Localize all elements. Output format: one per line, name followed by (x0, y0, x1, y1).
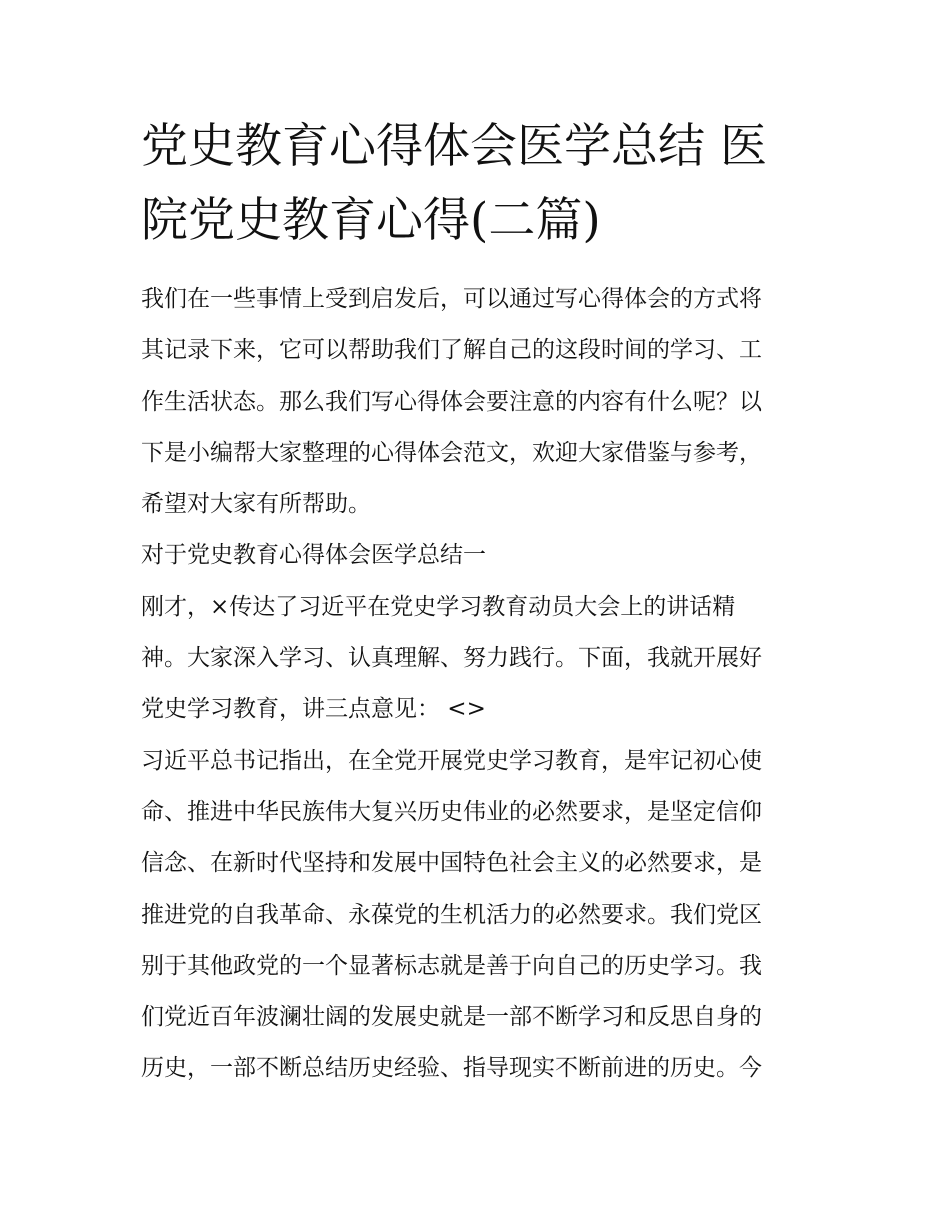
text-line: 别于其他政党的一个显著标志就是善于向自己的历史学习。我 (141, 952, 762, 979)
intro-paragraph (141, 274, 813, 530)
text-line: 对于党史教育心得体会医学总结一 (141, 542, 486, 569)
text-line: 我们在一些事情上受到启发后，可以通过写心得体会的方式将 (141, 286, 762, 312)
text-line: 希望对大家有所帮助。 (141, 491, 371, 518)
section-heading (141, 530, 813, 581)
document-title (141, 110, 813, 258)
text-line: 下是小编帮大家整理的心得体会范文，欢迎大家借鉴与参考， (141, 439, 762, 466)
text-line: 习近平总书记指出，在全党开展党史学习教育，是牢记初心使 (141, 747, 762, 774)
text-line: 信念、在新时代坚持和发展中国特色社会主义的必然要求，是 (141, 850, 762, 877)
body-paragraph (141, 736, 813, 1095)
text-line: 推进党的自我革命、永葆党的生机活力的必然要求。我们党区 (141, 901, 762, 928)
text-line: 作生活状态。那么我们写心得体会要注意的内容有什么呢？以 (141, 388, 762, 415)
text-line: 刚才，×传达了习近平在党史学习教育动员大会上的讲话精 (141, 593, 736, 620)
title-line: 党史教育心得体会医学总结 医 (141, 119, 767, 174)
text-line: 命、推进中华民族伟大复兴历史伟业的必然要求，是坚定信仰 (141, 798, 762, 825)
text-line: 神。大家深入学习、认真理解、努力践行。下面，我就开展好 (141, 645, 762, 672)
speech-opening-paragraph (141, 582, 813, 736)
title-line: 院党史教育心得(二篇) (141, 193, 601, 248)
text-line: 党史学习教育，讲三点意见： <> (141, 696, 486, 723)
document-page (141, 110, 813, 1095)
text-line: 其记录下来，它可以帮助我们了解自己的这段时间的学习、工 (141, 337, 762, 364)
document-body (141, 274, 813, 1095)
text-line: 们党近百年波澜壮阔的发展史就是一部不断学习和反思自身的 (141, 1004, 762, 1031)
text-line: 历史，一部不断总结历史经验、指导现实不断前进的历史。今 (141, 1055, 762, 1082)
